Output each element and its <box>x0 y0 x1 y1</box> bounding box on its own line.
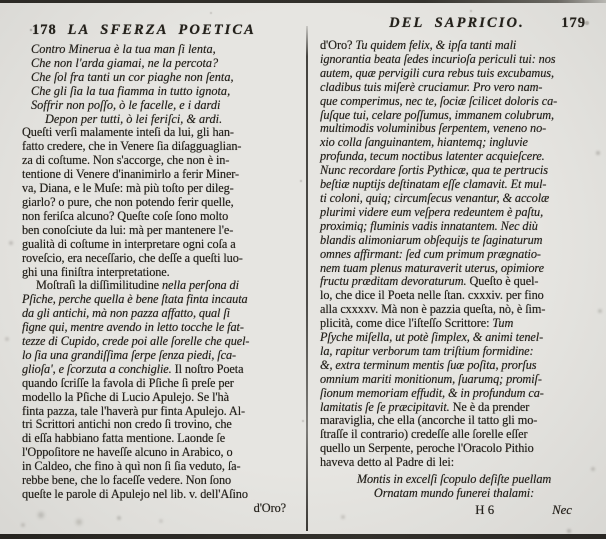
text-line: ti coloni, quiq; circumſecus venantur, & accolæ <box>320 190 550 205</box>
text-line: lo ſia una grandiſſima ſerpe ſenza piedi, ſca- <box>22 347 236 362</box>
scan-bottom-edge <box>0 534 606 539</box>
text-line: l'Oppoſitore ne haveſſe alcuno in Arabico, o <box>22 445 233 460</box>
text-line: omnium mariti monitionum, ſuarumq; promiſ- <box>320 371 542 386</box>
text-line: Che non l'arda giamai, ne la percota? <box>31 55 219 70</box>
left-body-block <box>22 126 302 515</box>
text-line: Che ſol fra tanti un cor piaghe non ſenta, <box>31 69 234 84</box>
text-line: lamitatis ſe ſe præcipitavit. Ne è da prender <box>320 399 530 414</box>
text-line: fatto credere, che in Venere ſia diſagguaglian- <box>22 139 242 154</box>
text-line: d'Oro? Tu quidem felix, & ipſa tanti mali <box>320 38 517 52</box>
text-line: Soffrir non poſſo, ò le facelle, e i dardi <box>31 97 221 112</box>
text-line: ben conoſciute da lui: mà per mantenere l'e- <box>22 222 234 237</box>
text-line: alla cxxxxv. Mà non è pazzia queſta, nò, è ſim- <box>320 302 546 317</box>
text-line: Contro Minerua è la tua man ſi lenta, <box>31 42 216 56</box>
text-line: Che gli ſia la tua fiamma in tutto ignota, <box>31 83 231 98</box>
text-line: Montis in excelſi ſcopulo deſiſte puellam <box>356 472 552 487</box>
text-line: la, rapitur verborum tam triſtium formidine: <box>320 343 534 358</box>
scan-top-edge <box>0 0 606 3</box>
text-line: in Caldeo, che fino à quì non ſi ſia veduto, ſa- <box>22 459 241 474</box>
text-line: que comperimus, nec te, ſociæ ſcilicet doloris ca- <box>320 93 558 108</box>
right-body-block <box>320 39 594 470</box>
left-page-number: 178 <box>32 22 57 38</box>
text-line: fructu præditam devoraturum. Queſto è quel- <box>320 274 539 289</box>
text-line: xio colla ſanguinantem, hiantemq; ingluvie <box>320 135 528 150</box>
right-verse-block <box>320 473 594 501</box>
text-line: tri Scrittori antichi non credo ſi trovino, che <box>22 417 232 432</box>
text-line: modello la Pſiche di Lucio Apulejo. Se l'hà <box>22 389 229 404</box>
text-line: ſionum memoriam effudit, & in profundum ca- <box>320 385 544 400</box>
text-line: tezze di Cupido, crede poi alle ſorelle che quel- <box>22 334 250 349</box>
text-line: ſtraſſe il contrario) credeſſe alle ſorelle eſſer <box>320 427 528 442</box>
text-line: va, Diana, e le Muſe: mà più toſto per dileg- <box>22 181 234 196</box>
left-running-title: LA SFERZA POETICA <box>67 22 256 38</box>
text-line: lo, che dice il Poeta nelle ſtan. cxxxiv. per fino <box>320 288 544 303</box>
text-line: Pſyche miſella, ut potè ſimplex, & animi tenel- <box>320 330 544 345</box>
text-line: blandis alimoniarum obſequijs te ſaginaturum <box>320 232 543 247</box>
text-line: di eſſa habbiano fatta mentione. Laonde ſe <box>22 431 226 446</box>
text-line: ghi una finiſtra interpretatione. <box>22 264 170 279</box>
text-line: quello un Serpente, peroche l'Oracolo Pithio <box>320 441 534 456</box>
left-page <box>22 22 302 516</box>
scan-noise-speckles <box>0 0 2 2</box>
text-line: da gli antichi, mà non pazza affatto, qual ſi <box>22 306 230 321</box>
text-line: Queſti verſi malamente inteſi da lui, gli han- <box>22 125 234 140</box>
catchword: Nec <box>552 502 572 517</box>
text-line: queſte le parole di Apulejo nel lib. v. dell'Aſino <box>22 487 248 501</box>
text-line: ſuſque tui, celare poſſumus, immanem colubrum, <box>320 107 555 122</box>
text-line: haveva detto al Padre di lei: <box>320 455 455 470</box>
left-verse-block <box>22 43 302 126</box>
text-line: figne qui, mentre avendo in letto tocche le fat- <box>22 320 244 335</box>
text-line: Nunc recordare ſortis Pythicæ, qua te pertrucis <box>320 163 548 178</box>
signature-row <box>320 503 594 518</box>
text-line: Moſtraſi la diſſimilitudine nella perſona di <box>36 278 239 293</box>
right-page <box>320 15 594 518</box>
text-line: roveſcio, era neceſſario, che deſſe a queſti luo- <box>22 250 243 265</box>
text-line: gualità di coſtume in interpretare ogni coſa a <box>22 236 236 251</box>
text-line: ignorantia beata ſedes incurioſa periculi tui: nos <box>320 51 556 66</box>
text-line: multimodis voluminibus ſerpentem, veneno no- <box>320 121 547 136</box>
text-line: non feriſca alcuno? Queſte coſe ſono molto <box>22 208 229 223</box>
left-page-header <box>22 22 302 39</box>
text-line: &, extra terminum mentis ſuæ poſita, prorſus <box>320 357 537 372</box>
text-line: plurimi videre eum veſpera redeuntem è paſtu, <box>320 204 544 219</box>
text-line: Depon per tutti, ò lei feriſci, & ardi. <box>45 111 223 126</box>
text-line: giarlo? o pure, che non potendo ferir quelle, <box>22 194 234 209</box>
text-line: quando ſcriſſe la favola di Pſiche ſi preſe per <box>22 375 234 390</box>
text-line: Pſiche, perche quella è bene ſtata finta incauta <box>22 292 248 307</box>
text-line: Ornatam mundo funerei thalami: <box>373 486 535 500</box>
text-line: nem tuam plenus maturaverit uterus, opimiore <box>320 260 544 275</box>
text-line: omnes affirmant: ſed cum primum prægnatio- <box>320 246 541 261</box>
signature-mark: H 6 <box>475 502 495 517</box>
text-line: finta pazza, tale l'haverà pur finta Apulejo. Al- <box>22 403 246 418</box>
text-line: tentione di Venere d'inanimirlo a ferir Miner- <box>22 167 240 182</box>
text-line: beſtiæ nuptijs deſtinatam eſſe clamavit. Et mul- <box>320 177 547 192</box>
page-gutter-line <box>306 26 308 531</box>
text-line: rebbe bene, che lo faceſſe vedere. Non ſono <box>22 473 232 488</box>
text-line: proximiq; fluminis vadis innatantem. Nec diù <box>320 218 538 233</box>
text-line: glioſa', e ſcorzuta a conchiglie. Il noſtro Poeta <box>22 361 244 376</box>
text-line: maraviglia, che ella (ancorche il tatto gli mo- <box>320 413 538 428</box>
right-page-number: 179 <box>561 15 586 31</box>
text-line: plicità, come dice l'iſteſſo Scrittore: Tum <box>320 316 514 331</box>
text-line: d'Oro? <box>253 500 286 515</box>
right-running-title: DEL SAPRICIO. <box>389 15 525 31</box>
text-line: autem, quæ pervigili cura rebus tuis excubamus, <box>320 65 554 80</box>
right-page-header <box>320 15 594 32</box>
text-line: cladibus tuis miſerè cruciamur. Pro vero nam- <box>320 79 543 94</box>
text-line: profunda, tecum noctibus latenter acquieſcere. <box>320 149 545 164</box>
text-line: za di coſtume. Non s'accorge, che non è in- <box>22 153 230 168</box>
